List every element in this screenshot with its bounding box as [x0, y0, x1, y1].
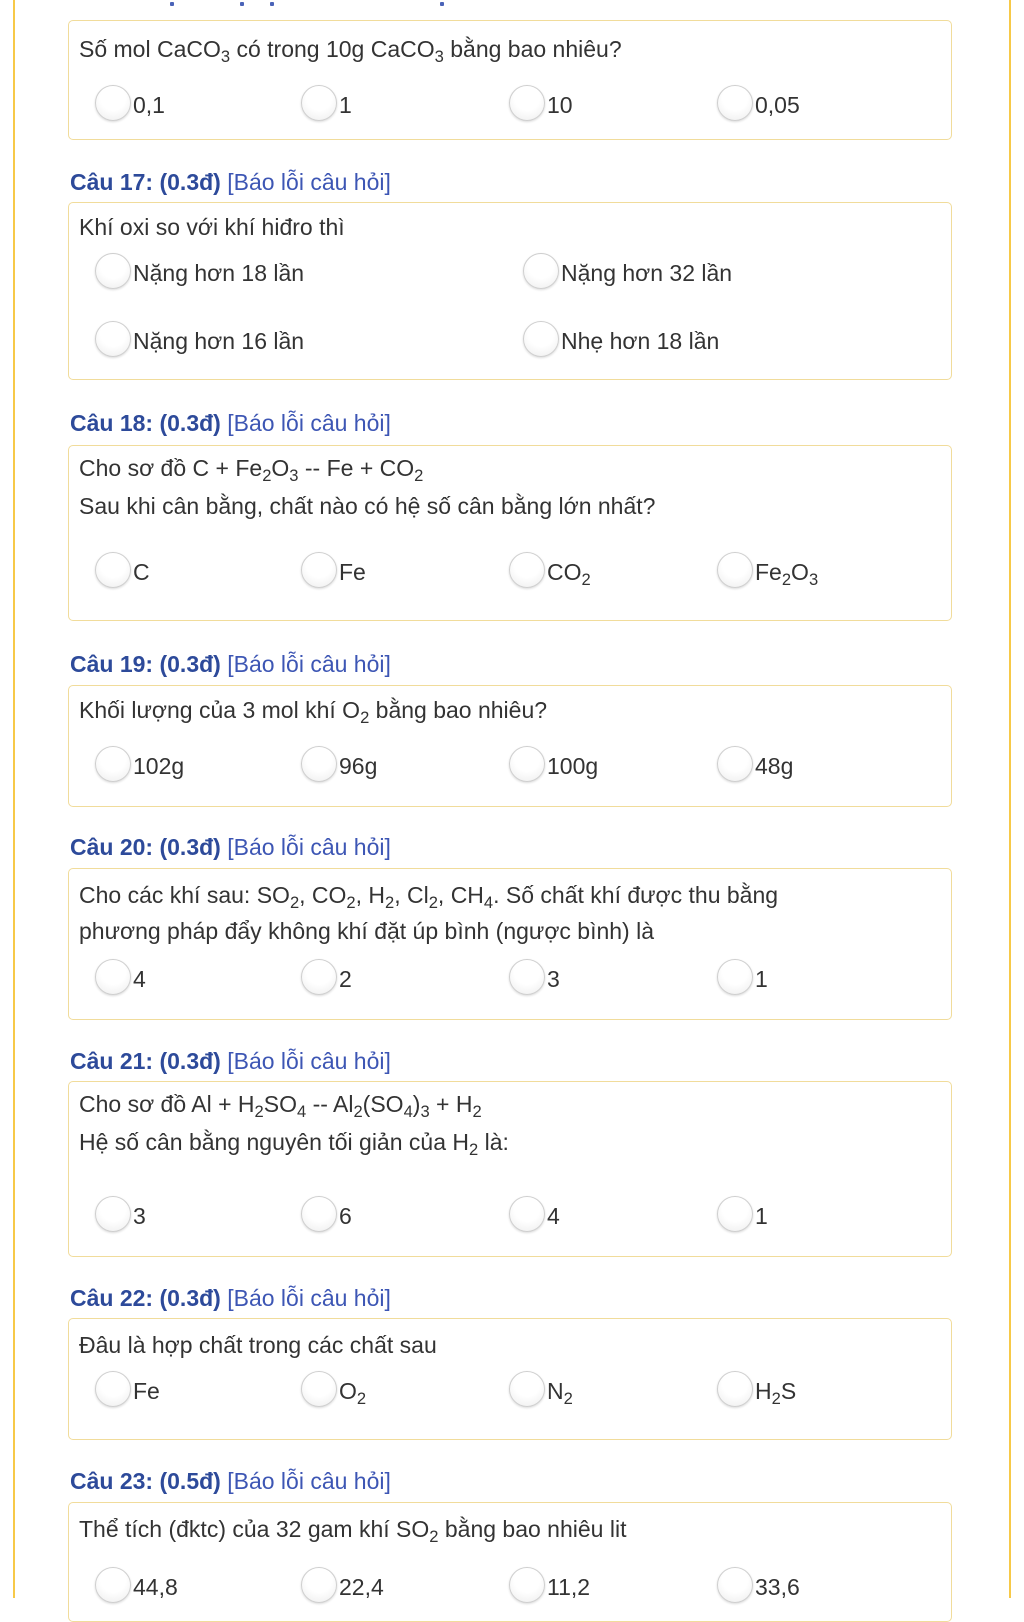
cut-off-previous-text	[170, 2, 450, 8]
question-header	[70, 833, 391, 861]
subscript: 3	[434, 46, 444, 66]
report-error-link[interactable]: [Báo lỗi câu hỏi]	[227, 834, 391, 860]
radio-button[interactable]	[509, 552, 545, 588]
subscript: 2	[781, 569, 792, 589]
subscript: 2	[385, 892, 395, 912]
question-box	[68, 868, 952, 1020]
question-header	[70, 168, 391, 196]
subscript: 4	[403, 1101, 413, 1121]
subscript: 2	[771, 1388, 781, 1408]
question-stem: Thể tích (đktc) của 32 gam khí $SO_2$ bằng bao nhiêu lit	[79, 1516, 627, 1546]
subscript: 2	[563, 1388, 573, 1408]
radio-button[interactable]	[95, 253, 131, 289]
subscript: 2	[472, 1101, 482, 1121]
subscript: 2	[429, 1526, 439, 1546]
option-label: 2	[339, 966, 352, 992]
option-label: C	[133, 559, 150, 585]
subscript: 3	[420, 1101, 430, 1121]
subscript: 2	[262, 465, 272, 485]
radio-button[interactable]	[95, 85, 131, 121]
radio-button[interactable]	[509, 746, 545, 782]
radio-button[interactable]	[717, 1371, 753, 1407]
radio-button[interactable]	[717, 85, 753, 121]
option-label: 48g	[755, 753, 794, 779]
question-stem: Khí oxi so với khí hiđro thì	[79, 214, 345, 240]
question-box	[68, 20, 952, 140]
question-number: Câu 18: (0.3đ)	[70, 410, 221, 436]
option-label: Nặng hơn 32 lần	[561, 260, 733, 286]
report-error-link[interactable]: [Báo lỗi câu hỏi]	[227, 1468, 391, 1494]
option-label: 3	[547, 966, 560, 992]
question-stem: Số mol CaCO$_3$ có trong 10g CaCO$_3$ bằng bao nhiêu?	[79, 36, 622, 66]
option-label: Fe	[339, 559, 366, 585]
option-label: 102g	[133, 753, 185, 779]
question-box	[68, 1318, 952, 1440]
radio-button[interactable]	[717, 746, 753, 782]
radio-button[interactable]	[95, 1371, 131, 1407]
radio-button[interactable]	[523, 253, 559, 289]
option-label: 10	[547, 92, 573, 118]
question-stem: Khối lượng của 3 mol khí $O_2$ bằng bao nhiêu?	[79, 697, 548, 727]
question-header	[70, 1047, 391, 1075]
question-number: Câu 17: (0.3đ)	[70, 169, 221, 195]
subscript: 2	[356, 1388, 367, 1408]
option-label: 0,1	[133, 92, 165, 118]
report-error-link[interactable]: [Báo lỗi câu hỏi]	[227, 1048, 391, 1074]
radio-button[interactable]	[95, 746, 131, 782]
subscript: 2	[469, 1139, 479, 1159]
option-label: $O_2$	[339, 1378, 367, 1408]
report-error-link[interactable]: [Báo lỗi câu hỏi]	[227, 651, 391, 677]
option-label: 3	[133, 1203, 146, 1229]
radio-button[interactable]	[301, 552, 337, 588]
option-label: 33,6	[755, 1574, 800, 1600]
question-box	[68, 1081, 952, 1257]
option-label: 96g	[339, 753, 378, 779]
question-number: Câu 19: (0.3đ)	[70, 651, 221, 677]
question-stem: Cho sơ đồ $C + Fe_2O_3 -- Fe + CO_2$	[79, 455, 424, 485]
radio-button[interactable]	[509, 959, 545, 995]
option-label: 4	[133, 966, 146, 992]
option-label: 0,05	[755, 92, 800, 118]
option-label: 44,8	[133, 1574, 178, 1600]
option-label: Nhẹ hơn 18 lần	[561, 328, 720, 354]
option-label: $N_2$	[547, 1378, 573, 1408]
option-label: 22,4	[339, 1574, 384, 1600]
option-label: 100g	[547, 753, 599, 779]
subscript: 4	[296, 1101, 307, 1121]
question-box	[68, 1502, 952, 1622]
option-label: $H_2S$	[755, 1378, 797, 1408]
question-box	[68, 445, 952, 621]
radio-button[interactable]	[509, 1371, 545, 1407]
subscript: 3	[808, 569, 819, 589]
question-stem: Cho các khí sau: $SO_2$, $CO_2$, $H_2$, $Cl_2$, $CH_4$. Số chất khí được thu bằng	[79, 882, 779, 912]
option-label: 4	[547, 1203, 560, 1229]
subscript: 2	[254, 1101, 264, 1121]
page-left-border	[13, 0, 15, 1598]
question-header	[70, 409, 391, 437]
question-header	[70, 1284, 391, 1312]
radio-button[interactable]	[301, 1196, 337, 1232]
radio-button[interactable]	[509, 85, 545, 121]
option-label: 1	[755, 966, 768, 992]
question-stem-line-2: phương pháp đẩy không khí đặt úp bình (ngược bình) là	[79, 918, 655, 944]
question-header	[70, 1467, 391, 1495]
subscript: 2	[428, 892, 438, 912]
question-number: Câu 20: (0.3đ)	[70, 834, 221, 860]
radio-button[interactable]	[717, 959, 753, 995]
subscript: 2	[414, 465, 424, 485]
radio-button[interactable]	[301, 85, 337, 121]
radio-button[interactable]	[95, 1196, 131, 1232]
option-label: Nặng hơn 16 lần	[133, 328, 305, 354]
question-number: Câu 22: (0.3đ)	[70, 1285, 221, 1311]
option-label: $Fe_2O_3$	[755, 559, 819, 589]
subscript: 3	[220, 46, 231, 66]
subscript: 3	[289, 465, 299, 485]
radio-button[interactable]	[95, 552, 131, 588]
question-box	[68, 685, 952, 807]
radio-button[interactable]	[95, 959, 131, 995]
question-number: Câu 21: (0.3đ)	[70, 1048, 221, 1074]
radio-button[interactable]	[301, 1371, 337, 1407]
radio-button[interactable]	[717, 1196, 753, 1232]
option-label: $CO_2$	[547, 559, 591, 589]
subscript: 2	[289, 892, 300, 912]
question-number: Câu 23: (0.5đ)	[70, 1468, 221, 1494]
radio-button[interactable]	[95, 321, 131, 357]
question-stem: Cho sơ đồ $Al + H_2SO_4 -- Al_2(SO_4)_3 + H_2$	[79, 1091, 482, 1121]
question-stem-line-2: Sau khi cân bằng, chất nào có hệ số cân bằng lớn nhất?	[79, 493, 656, 519]
option-label: Fe	[133, 1378, 160, 1404]
option-label: 6	[339, 1203, 352, 1229]
option-label: 11,2	[547, 1574, 591, 1600]
radio-button[interactable]	[509, 1196, 545, 1232]
radio-button[interactable]	[523, 321, 559, 357]
subscript: 4	[483, 892, 494, 912]
radio-button[interactable]	[301, 959, 337, 995]
question-stem-line-2: Hệ số cân bằng nguyên tối giản của $H_2$ là:	[79, 1129, 509, 1159]
page-right-border	[1009, 0, 1011, 1598]
question-header	[70, 650, 391, 678]
radio-button[interactable]	[301, 746, 337, 782]
report-error-link[interactable]: [Báo lỗi câu hỏi]	[227, 169, 391, 195]
option-label: Nặng hơn 18 lần	[133, 260, 305, 286]
question-box	[68, 202, 952, 380]
question-stem: Đâu là hợp chất trong các chất sau	[79, 1332, 437, 1358]
radio-button[interactable]	[717, 552, 753, 588]
subscript: 2	[353, 1101, 363, 1121]
subscript: 2	[360, 707, 370, 727]
subscript: 2	[346, 892, 356, 912]
option-label: 1	[755, 1203, 768, 1229]
subscript: 2	[581, 569, 591, 589]
report-error-link[interactable]: [Báo lỗi câu hỏi]	[227, 1285, 391, 1311]
option-label: 1	[339, 92, 352, 118]
report-error-link[interactable]: [Báo lỗi câu hỏi]	[227, 410, 391, 436]
